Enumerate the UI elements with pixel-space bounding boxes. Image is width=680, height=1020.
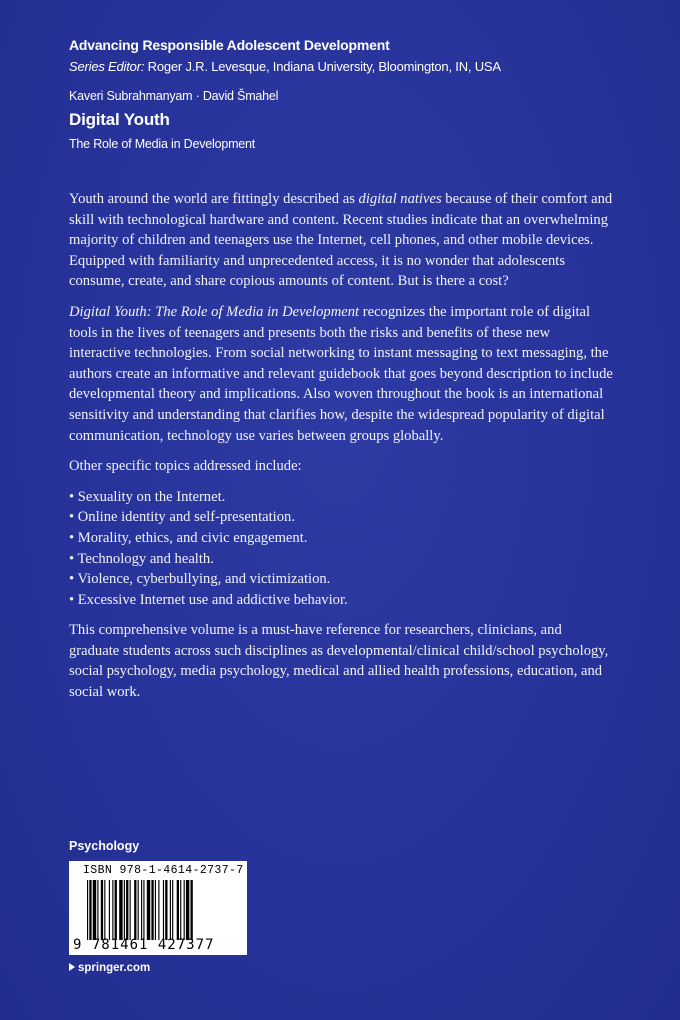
- series-header: [69, 36, 659, 152]
- barcode-bars: [87, 880, 243, 940]
- series-editor-line: [69, 58, 659, 76]
- paragraph-3: This comprehensive volume is a must-have reference for researchers, clinicians, and graduate students across such disciplines as developmental/clinical child/school psychology, social psychology, media psychology, medical and allied health professions, education, and social work.: [69, 622, 609, 701]
- barcode-stripe: [163, 880, 164, 940]
- list-item: • Excessive Internet use and addictive behavior.: [69, 591, 348, 608]
- paragraph-1: [69, 189, 614, 292]
- barcode-stripe: [93, 880, 96, 940]
- list-item: • Online identity and self-presentation.: [69, 509, 295, 526]
- barcode-stripe: [158, 880, 159, 940]
- list-item: • Technology and health.: [69, 550, 214, 567]
- book-title: Digital Youth: [69, 110, 170, 129]
- topics-intro: Other specific topics addressed include:: [69, 458, 302, 475]
- barcode-stripe: [119, 880, 122, 940]
- p1-text-a: Youth around the world are fittingly described as: [69, 191, 359, 207]
- p2-emphasis: Digital Youth: The Role of Media in Development: [69, 303, 360, 320]
- p2-text-b: recognizes the important role of digital tools in the lives of teenagers and presents both the risks and benefits of these new interactive technologies. From social networking to instant messaging to text messaging, the authors create an informative and relevant guidebook that goes beyond description to include developmental theory and implications. Also woven throughout the book is an international sensitivity and understanding that clarifies how, despite the widespread popularity of digital communication, technology use varies between groups globally.: [69, 303, 613, 444]
- barcode-stripe: [180, 880, 181, 940]
- barcode-stripe: [126, 880, 128, 940]
- authors: Kaveri Subrahmanyam · David Šmahel: [69, 89, 279, 103]
- paragraph-2: [69, 302, 614, 446]
- p1-text-b: because of their comfort and skill with technological hardware and content. Recent studies indicate that an overwhelming majority of children and teenagers use the Internet, cell phones, and other mobile devices. Equipped with familiarity and unprecedented access, it is no wonder that adolescents consume, create, and share copious amounts of content. But is there a cost?: [69, 191, 613, 290]
- barcode-stripe: [191, 880, 193, 940]
- barcode-stripe: [184, 880, 185, 940]
- publisher-url: springer.com: [78, 962, 151, 974]
- topics-list: [69, 487, 614, 611]
- isbn-text: ISBN 978-1-4614-2737-7: [83, 864, 244, 877]
- barcode-stripe: [155, 880, 156, 940]
- barcode-stripe: [186, 880, 189, 940]
- barcode: [69, 861, 247, 955]
- barcode-stripe: [143, 880, 144, 940]
- p1-emphasis: digital natives: [358, 191, 442, 207]
- barcode-stripe: [104, 880, 105, 940]
- barcode-stripe: [138, 880, 139, 940]
- barcode-stripe: [151, 880, 153, 940]
- barcode-stripe: [112, 880, 113, 940]
- barcode-stripe: [130, 880, 131, 940]
- category-label: Psychology: [69, 839, 140, 853]
- list-item: • Morality, ethics, and civic engagement.: [69, 529, 308, 546]
- ean-text: 9 781461 427377: [73, 937, 215, 953]
- barcode-stripe: [89, 880, 91, 940]
- list-item: • Violence, cyberbullying, and victimization.: [69, 571, 331, 588]
- series-title: Advancing Responsible Adolescent Development: [69, 37, 390, 53]
- barcode-stripe: [101, 880, 103, 940]
- series-editor-name: Roger J.R. Levesque, Indiana University, Bloomington, IN, USA: [147, 59, 501, 74]
- barcode-stripe: [141, 880, 142, 940]
- blurb: [69, 189, 614, 713]
- barcode-stripe: [170, 880, 171, 940]
- barcode-stripe: [109, 880, 110, 940]
- book-subtitle: The Role of Media in Development: [69, 137, 256, 151]
- series-editor-label: Series Editor:: [69, 59, 145, 74]
- list-item: • Sexuality on the Internet.: [69, 488, 226, 505]
- barcode-stripe: [177, 880, 179, 940]
- barcode-stripe: [172, 880, 173, 940]
- arrow-right-icon: [69, 963, 75, 971]
- barcode-stripe: [147, 880, 150, 940]
- barcode-stripe: [134, 880, 136, 940]
- barcode-stripe: [97, 880, 98, 940]
- barcode-stripe: [115, 880, 117, 940]
- barcode-stripe: [165, 880, 167, 940]
- publisher-link[interactable]: [69, 962, 150, 974]
- barcode-stripe: [87, 880, 88, 940]
- barcode-stripe: [124, 880, 125, 940]
